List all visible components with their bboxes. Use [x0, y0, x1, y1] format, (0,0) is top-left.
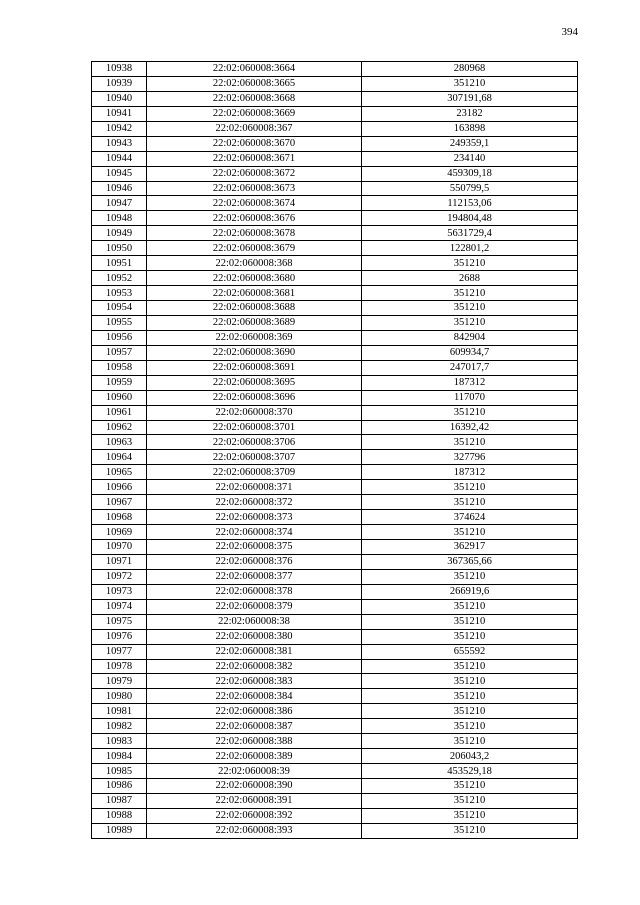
table-row	[92, 241, 578, 256]
row-number-cell: 10944	[92, 151, 147, 166]
value-cell: 16392,42	[362, 420, 578, 435]
cadastral-number-cell: 22:02:060008:3707	[147, 450, 362, 465]
value-cell: 194804,48	[362, 211, 578, 226]
row-number-cell: 10975	[92, 614, 147, 629]
row-number-cell: 10954	[92, 301, 147, 316]
cadastral-number-cell: 22:02:060008:3676	[147, 211, 362, 226]
value-cell: 351210	[362, 286, 578, 301]
cadastral-number-cell: 22:02:060008:367	[147, 121, 362, 136]
value-cell: 351210	[362, 614, 578, 629]
row-number-cell: 10965	[92, 465, 147, 480]
value-cell: 655592	[362, 644, 578, 659]
cadastral-number-cell: 22:02:060008:3668	[147, 91, 362, 106]
row-number-cell: 10978	[92, 659, 147, 674]
row-number-cell: 10950	[92, 241, 147, 256]
cadastral-number-cell: 22:02:060008:393	[147, 823, 362, 838]
row-number-cell: 10960	[92, 390, 147, 405]
value-cell: 459309,18	[362, 166, 578, 181]
value-cell: 2688	[362, 271, 578, 286]
table-row	[92, 435, 578, 450]
row-number-cell: 10972	[92, 569, 147, 584]
cadastral-number-cell: 22:02:060008:3690	[147, 345, 362, 360]
value-cell: 327796	[362, 450, 578, 465]
table-row	[92, 569, 578, 584]
value-cell: 206043,2	[362, 749, 578, 764]
row-number-cell: 10968	[92, 510, 147, 525]
row-number-cell: 10957	[92, 345, 147, 360]
table-body	[92, 62, 578, 839]
value-cell: 187312	[362, 375, 578, 390]
table-row	[92, 450, 578, 465]
table-row	[92, 166, 578, 181]
value-cell: 842904	[362, 330, 578, 345]
table-row	[92, 480, 578, 495]
table-row	[92, 62, 578, 77]
table-row	[92, 315, 578, 330]
row-number-cell: 10987	[92, 793, 147, 808]
table-row	[92, 465, 578, 480]
table-row	[92, 629, 578, 644]
table-row	[92, 614, 578, 629]
table-row	[92, 540, 578, 555]
cadastral-number-cell: 22:02:060008:3672	[147, 166, 362, 181]
row-number-cell: 10952	[92, 271, 147, 286]
value-cell: 609934,7	[362, 345, 578, 360]
cadastral-number-cell: 22:02:060008:376	[147, 554, 362, 569]
row-number-cell: 10976	[92, 629, 147, 644]
cadastral-number-cell: 22:02:060008:3691	[147, 360, 362, 375]
row-number-cell: 10946	[92, 181, 147, 196]
value-cell: 351210	[362, 599, 578, 614]
cadastral-number-cell: 22:02:060008:3670	[147, 136, 362, 151]
value-cell: 351210	[362, 689, 578, 704]
table-row	[92, 196, 578, 211]
cadastral-number-cell: 22:02:060008:372	[147, 495, 362, 510]
row-number-cell: 10947	[92, 196, 147, 211]
row-number-cell: 10959	[92, 375, 147, 390]
cadastral-number-cell: 22:02:060008:3680	[147, 271, 362, 286]
cadastral-number-cell: 22:02:060008:381	[147, 644, 362, 659]
row-number-cell: 10970	[92, 540, 147, 555]
cadastral-number-cell: 22:02:060008:3664	[147, 62, 362, 77]
row-number-cell: 10963	[92, 435, 147, 450]
row-number-cell: 10966	[92, 480, 147, 495]
value-cell: 249359,1	[362, 136, 578, 151]
value-cell: 351210	[362, 704, 578, 719]
cadastral-number-cell: 22:02:060008:375	[147, 540, 362, 555]
table-row	[92, 689, 578, 704]
value-cell: 351210	[362, 808, 578, 823]
table-row	[92, 554, 578, 569]
page-number: 394	[561, 26, 578, 38]
row-number-cell: 10955	[92, 315, 147, 330]
table-row	[92, 136, 578, 151]
cadastral-number-cell: 22:02:060008:387	[147, 719, 362, 734]
cadastral-number-cell: 22:02:060008:377	[147, 569, 362, 584]
value-cell: 112153,06	[362, 196, 578, 211]
cadastral-number-cell: 22:02:060008:3706	[147, 435, 362, 450]
cadastral-number-cell: 22:02:060008:392	[147, 808, 362, 823]
table-row	[92, 779, 578, 794]
value-cell: 351210	[362, 405, 578, 420]
value-cell: 122801,2	[362, 241, 578, 256]
value-cell: 351210	[362, 629, 578, 644]
value-cell: 351210	[362, 435, 578, 450]
row-number-cell: 10984	[92, 749, 147, 764]
cadastral-number-cell: 22:02:060008:369	[147, 330, 362, 345]
value-cell: 362917	[362, 540, 578, 555]
row-number-cell: 10967	[92, 495, 147, 510]
table-row	[92, 405, 578, 420]
table-row	[92, 286, 578, 301]
table-row	[92, 330, 578, 345]
value-cell: 234140	[362, 151, 578, 166]
table-row	[92, 390, 578, 405]
table-row	[92, 76, 578, 91]
cadastral-number-cell: 22:02:060008:3665	[147, 76, 362, 91]
value-cell: 351210	[362, 793, 578, 808]
row-number-cell: 10980	[92, 689, 147, 704]
row-number-cell: 10940	[92, 91, 147, 106]
value-cell: 351210	[362, 719, 578, 734]
table-row	[92, 345, 578, 360]
row-number-cell: 10962	[92, 420, 147, 435]
table-row	[92, 226, 578, 241]
table-row	[92, 525, 578, 540]
table-row	[92, 510, 578, 525]
table-row	[92, 644, 578, 659]
cadastral-number-cell: 22:02:060008:3688	[147, 301, 362, 316]
table-row	[92, 181, 578, 196]
row-number-cell: 10949	[92, 226, 147, 241]
value-cell: 351210	[362, 76, 578, 91]
value-cell: 23182	[362, 106, 578, 121]
row-number-cell: 10973	[92, 584, 147, 599]
row-number-cell: 10985	[92, 764, 147, 779]
row-number-cell: 10953	[92, 286, 147, 301]
row-number-cell: 10956	[92, 330, 147, 345]
value-cell: 351210	[362, 525, 578, 540]
table-row	[92, 793, 578, 808]
value-cell: 351210	[362, 823, 578, 838]
cadastral-value-table	[91, 61, 578, 839]
table-row	[92, 823, 578, 838]
table-row	[92, 360, 578, 375]
cadastral-number-cell: 22:02:060008:3701	[147, 420, 362, 435]
value-cell: 247017,7	[362, 360, 578, 375]
table-row	[92, 674, 578, 689]
cadastral-number-cell: 22:02:060008:3669	[147, 106, 362, 121]
cadastral-number-cell: 22:02:060008:3681	[147, 286, 362, 301]
table-row	[92, 749, 578, 764]
row-number-cell: 10938	[92, 62, 147, 77]
table-row	[92, 121, 578, 136]
row-number-cell: 10964	[92, 450, 147, 465]
table-row	[92, 211, 578, 226]
row-number-cell: 10958	[92, 360, 147, 375]
cadastral-number-cell: 22:02:060008:3679	[147, 241, 362, 256]
cadastral-number-cell: 22:02:060008:3696	[147, 390, 362, 405]
row-number-cell: 10951	[92, 256, 147, 271]
value-cell: 307191,68	[362, 91, 578, 106]
value-cell: 351210	[362, 734, 578, 749]
cadastral-number-cell: 22:02:060008:371	[147, 480, 362, 495]
value-cell: 374624	[362, 510, 578, 525]
cadastral-number-cell: 22:02:060008:3689	[147, 315, 362, 330]
value-cell: 280968	[362, 62, 578, 77]
row-number-cell: 10989	[92, 823, 147, 838]
cadastral-number-cell: 22:02:060008:3674	[147, 196, 362, 211]
cadastral-number-cell: 22:02:060008:373	[147, 510, 362, 525]
value-cell: 351210	[362, 495, 578, 510]
cadastral-number-cell: 22:02:060008:3709	[147, 465, 362, 480]
table-row	[92, 151, 578, 166]
row-number-cell: 10939	[92, 76, 147, 91]
row-number-cell: 10942	[92, 121, 147, 136]
table-row	[92, 301, 578, 316]
table-row	[92, 420, 578, 435]
row-number-cell: 10977	[92, 644, 147, 659]
cadastral-number-cell: 22:02:060008:370	[147, 405, 362, 420]
row-number-cell: 10943	[92, 136, 147, 151]
value-cell: 453529,18	[362, 764, 578, 779]
table-row	[92, 764, 578, 779]
cadastral-number-cell: 22:02:060008:374	[147, 525, 362, 540]
cadastral-number-cell: 22:02:060008:379	[147, 599, 362, 614]
table-row	[92, 256, 578, 271]
row-number-cell: 10971	[92, 554, 147, 569]
row-number-cell: 10941	[92, 106, 147, 121]
value-cell: 351210	[362, 480, 578, 495]
row-number-cell: 10979	[92, 674, 147, 689]
row-number-cell: 10974	[92, 599, 147, 614]
cadastral-number-cell: 22:02:060008:391	[147, 793, 362, 808]
value-cell: 187312	[362, 465, 578, 480]
cadastral-number-cell: 22:02:060008:382	[147, 659, 362, 674]
value-cell: 351210	[362, 301, 578, 316]
value-cell: 351210	[362, 674, 578, 689]
table-row	[92, 91, 578, 106]
value-cell: 117070	[362, 390, 578, 405]
cadastral-number-cell: 22:02:060008:388	[147, 734, 362, 749]
value-cell: 351210	[362, 315, 578, 330]
table-row	[92, 599, 578, 614]
table-row	[92, 106, 578, 121]
value-cell: 351210	[362, 256, 578, 271]
cadastral-number-cell: 22:02:060008:3678	[147, 226, 362, 241]
row-number-cell: 10945	[92, 166, 147, 181]
value-cell: 367365,66	[362, 554, 578, 569]
cadastral-number-cell: 22:02:060008:38	[147, 614, 362, 629]
row-number-cell: 10982	[92, 719, 147, 734]
cadastral-number-cell: 22:02:060008:378	[147, 584, 362, 599]
table-row	[92, 495, 578, 510]
value-cell: 550799,5	[362, 181, 578, 196]
cadastral-number-cell: 22:02:060008:368	[147, 256, 362, 271]
table-row	[92, 584, 578, 599]
cadastral-number-cell: 22:02:060008:3695	[147, 375, 362, 390]
value-cell: 163898	[362, 121, 578, 136]
cadastral-number-cell: 22:02:060008:390	[147, 779, 362, 794]
cadastral-number-cell: 22:02:060008:389	[147, 749, 362, 764]
row-number-cell: 10961	[92, 405, 147, 420]
row-number-cell: 10988	[92, 808, 147, 823]
value-cell: 5631729,4	[362, 226, 578, 241]
value-cell: 351210	[362, 569, 578, 584]
table-row	[92, 808, 578, 823]
row-number-cell: 10981	[92, 704, 147, 719]
row-number-cell: 10969	[92, 525, 147, 540]
table-row	[92, 704, 578, 719]
row-number-cell: 10948	[92, 211, 147, 226]
value-cell: 351210	[362, 779, 578, 794]
value-cell: 351210	[362, 659, 578, 674]
cadastral-number-cell: 22:02:060008:386	[147, 704, 362, 719]
row-number-cell: 10986	[92, 779, 147, 794]
cadastral-number-cell: 22:02:060008:39	[147, 764, 362, 779]
table-row	[92, 734, 578, 749]
cadastral-number-cell: 22:02:060008:383	[147, 674, 362, 689]
cadastral-number-cell: 22:02:060008:384	[147, 689, 362, 704]
table-row	[92, 375, 578, 390]
cadastral-number-cell: 22:02:060008:3671	[147, 151, 362, 166]
row-number-cell: 10983	[92, 734, 147, 749]
table-row	[92, 271, 578, 286]
cadastral-number-cell: 22:02:060008:380	[147, 629, 362, 644]
cadastral-number-cell: 22:02:060008:3673	[147, 181, 362, 196]
table-row	[92, 659, 578, 674]
value-cell: 266919,6	[362, 584, 578, 599]
table-row	[92, 719, 578, 734]
